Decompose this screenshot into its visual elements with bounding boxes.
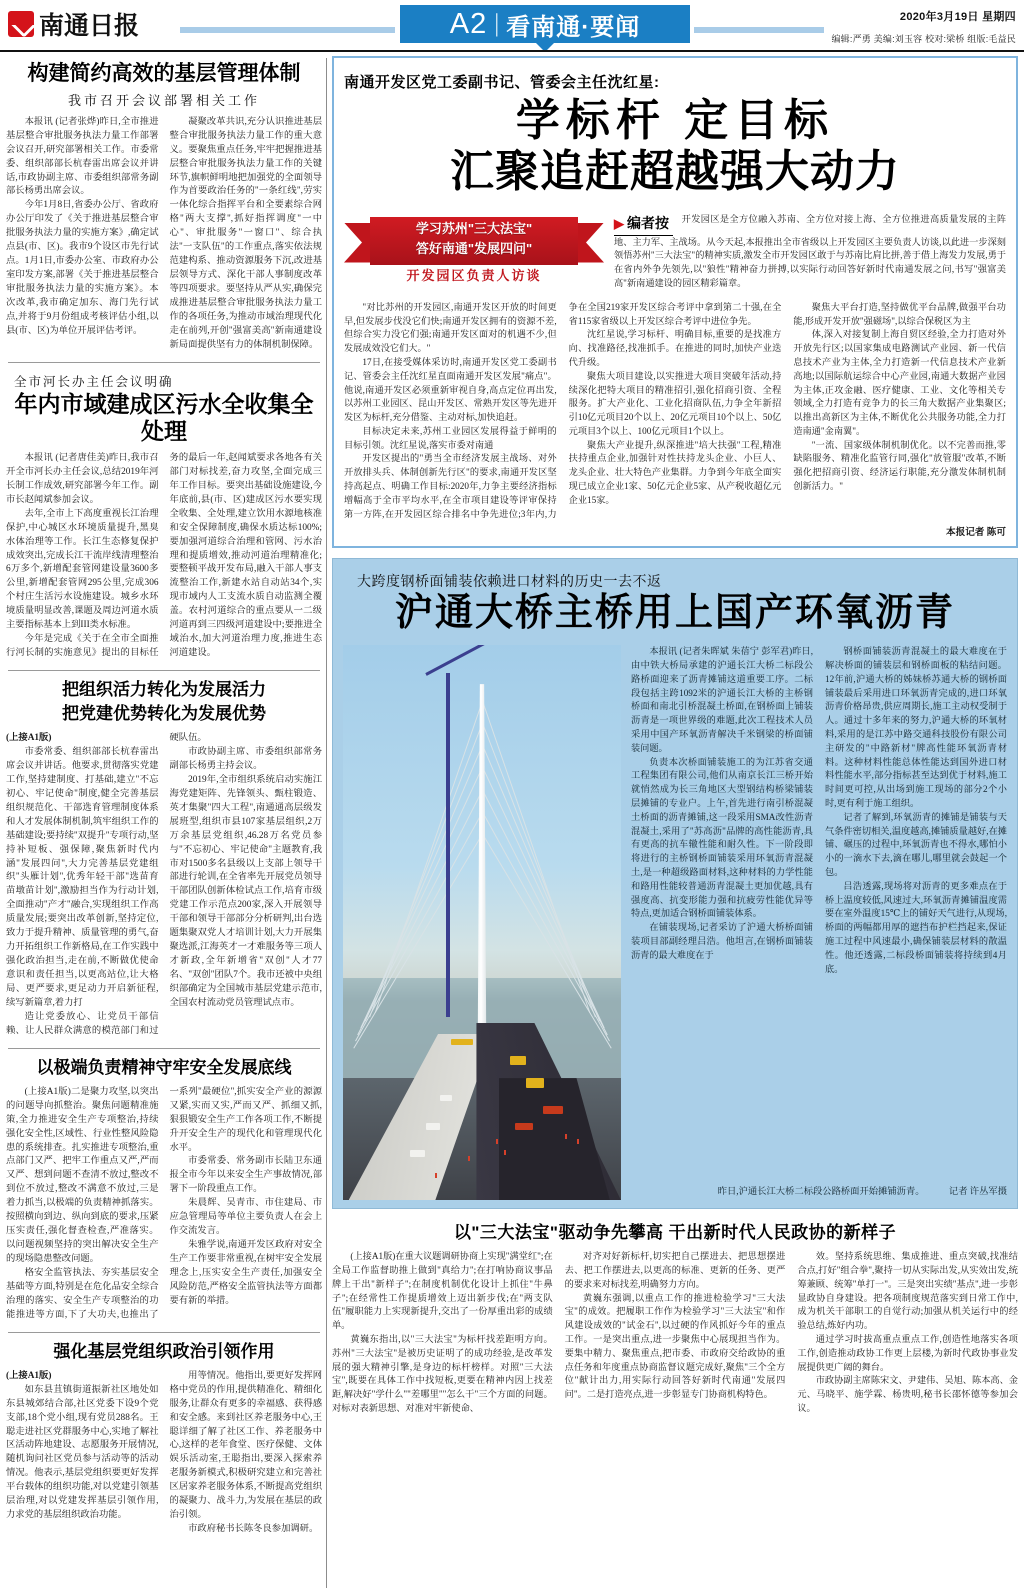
worker — [577, 1139, 579, 1144]
ribbon-text — [374, 219, 574, 259]
interview-title-line2: 汇聚追赶超越强大动力 — [450, 147, 900, 197]
paragraph: "一流、国家级体制机制优化。以不完善而推,零缺陷服务、精准化监管行同,强化"放管服"改革,不断强化把招商引资、经济运行职能,充分激发体制机制创新活力。" — [793, 439, 1006, 492]
interview-midsection — [344, 213, 1006, 291]
paragraph: 2019年,全市组织系统启动实施江海党建矩阵、先锋领头、甄柱锻造、英才集聚"四大工程",南通通高层级发展班型,组织市县107家基层组织,2万万余基层党组织,46.28万名党员参与"不忘初心、牢记使命"主题教育,我市对1500多名县级以上支部上领导干部进行轮训,在全省率先开展党员领导干部团队创新体检试点工作,培育市级党建工作示范点200家,深入开展领导干部和领导干部部分分析研判,出台选题集聚双党人才培训计划,大力开展集聚选派,江海英才一才难服务等三项人才新政,全年新增省"双创"人才77名、"双创"团队7个。我市还被中央组织部确定为全国城市基层党建示范市,全国农村流动党员管理试点市。 — [169, 774, 322, 1008]
section-divider-rule — [8, 362, 320, 363]
paragraph: 今年是完成《关于在全市全面推行河长制的实施意见》提出的目标任务的最后一年,赵闻斌要求各地各有关部门对标找差,奋力攻坚,全面完成三年工作目标。要突出基础设施建设,今年底前,县(市、区)建成区污水要实现全收集、全处理,建立饮用水源地核准和安全保障制度,确保水质达标100%;要加强河道综合治理和管网、污水治理和提质增效,推动河道治理精准化;要整顿平战开发布局,融入干部人事支流整治工作,新建水站自动站34个,实现市域内人工支流水质自动监测全覆盖。农村河道综合的重点要从一二级河道再到三四级河道建设中;要推进全域治水,加大河道治理力度,推进生态河道建设。 — [6, 452, 322, 659]
article-party-building — [6, 680, 322, 1039]
continuation-note: (上接A1版) — [6, 1370, 52, 1381]
paragraph: 黄巍东强调,以重点工作的推进检验学习"三大法宝"的成效。把履职工作作为检验学习"三大法宝"和作风建设成效的"试金石",以过硬的作风抓好今年的重点工作。一是突出重点,进一步聚焦中心展现担当作为。要集中精力、聚焦重点,把市委、市政府交给政协的重点任务和年度重点协商监督议题完成好,聚焦"三个全方位"献计出力,用实际行动回答好新时代南通"发展四问"。二是打造亮点,进一步彰显专门协商机构特色。 — [564, 1292, 786, 1400]
masthead-bottom-rule — [0, 50, 1024, 52]
masthead — [0, 0, 1024, 52]
paragraph: 钢桥面铺装沥青混凝土的最大难度在于解决桥面的铺装层和钢桥面板的粘结问题。12年前,沪通大桥的姊妹桥苏通大桥的钢桥面铺装最后采用进口环氧沥青完成的,进口环氧沥青价格昂贵,供应周期长,施工主动权受制于人。通过十多年来的努力,沪通大桥的环氧材料,采用的是江苏中路交通科技股份有限公司主研发的"中路新材"牌高性能环氧沥青材料。这种材料性能总体性能达到国外进口材料性能水平,部分指标甚至达到优于材料,施工时间更可控,从出场到施工现场的部分2个小时,更有利于施工组织。 — [825, 646, 1007, 809]
triangle-right-icon: ▶ — [614, 215, 624, 231]
paragraph: 效。坚持系统思维、集成推进、重点突破,找准结合点,打好"组合拳",聚持一切从实际出发,从实效出发,统筹兼顾、统筹"单打一"。三是突出实绩"基点",进一步彰显政协自身建设。把各项制度规范落实到日常工作中,成为机关干部职工的自觉行动;加强从机关运行中的经验总结,炼好内功。 — [797, 1251, 1018, 1331]
paragraph: 本报讯 (记者张烨)昨日,全市推进基层整合审批服务执法力量工作部署会议召开,研究部署相关工作。市委常委、组织部部长杭春雷出席会议并讲话,市政协副主席、市委组织部常务副部长杨勇出席会议。 — [6, 116, 159, 197]
paragraph: 对齐对好新标杆,切实把自己摆进去、把思想摆进去、把工作摆进去,以更高的标准、更新的任务、更严的要求来对标找差,明确努力方向。 — [564, 1251, 786, 1289]
issue-date: 2020年3月19日 星期四 — [899, 11, 1016, 23]
ribbon-subtitle: 开发园区负责人访谈 — [406, 267, 542, 283]
continuation-note: (上接A1版) — [6, 733, 52, 744]
editors-note — [614, 213, 1006, 291]
road-roller — [543, 1106, 563, 1114]
section-name: 看南通·要闻 — [506, 13, 641, 41]
paragraph: 沈红星说,学习标杆、明确目标,重要的是找准方向、找准路径,找准抓手。在推进的同时,加快产业迭代升级。 — [568, 329, 782, 367]
campaign-ribbon — [344, 213, 604, 285]
paragraph: (上接A1版)二是聚力攻坚,以突出的问题导向抓整治。聚焦问题精准施策,全力推进安全生产专项整治,持续强化安全性,区域性、行业性整风险隐患的系统排查。扎实推进专项整治,重点部门又严、把牢工作重点又严,严而又严、想到问题不查清不放过,整改不到位不放过,整改不满意不放过,三是着力抓当,以极端的负责精神抓落实。按照横向到边、纵向到底的要求,压紧压实责任,强化督查检查,严准落实。以问题视频坚持的突出解决安全生产的现场隐患整改问题。 — [6, 1086, 159, 1265]
paragraph: 如东县苴镇街道振新社区地处如东县城郊结合部,社区党委下设9个党支部,18个党小组,现有党员288名。王聪走进社区党群服务中心,实地了解社区活动阵地建设、志愿服务开展情况,随机询问社区党员参与活动等的活动情况。他表示,基层党组织要更好发挥平台载体的组织功能,对以党建引领基层治理,对以党建发挥基层引领作用,力求党的基层组织政治功能。 — [6, 1384, 159, 1521]
section-divider-rule — [8, 1048, 320, 1049]
paragraph: 造让党委放心、让党员干部信赖、让人民群众满意的模范部门和过硬队伍。 — [6, 733, 207, 1036]
paper-name: 南通日报 — [39, 11, 140, 40]
paragraph: 17日,在接受媒体采访时,南通开发区党工委副书记、管委会主任沈红星直面南通开发区发展"痛点"。他说,南通开发区必须重新审视自身,高点定位再出发,以苏州工业园区、昆山开发区、常熟开发区等先进开发区为标杆,充分借鉴、主动对标,加快追赶。 — [344, 356, 557, 423]
paragraph: 开发区提出的"勇当全市经济发展主战场、对外开放排头兵、体制创新先行区"的要求,南通开发区坚持高起点、明确工作目标:2020年,力争主要经济指标增幅高于全市平均水平,在全市项目建设等评审保持第一方阵,在开发园区综合排名中争先进位;3年内,力争在全国219家开发区综合考评中拿到第二十强,在全省115家省级以上开发区综合考评中进位争先。 — [344, 301, 782, 519]
article-body — [6, 452, 322, 661]
paragraph: 在铺装现场,记者采访了沪通大桥桥面铺装项目部副经理吕浩。他坦言,在钢桥面铺装沥青的最大难度在于 — [631, 922, 813, 960]
vehicle — [426, 1123, 440, 1130]
article-title: 以极端负责精神守牢安全发展底线 — [36, 1057, 292, 1077]
worker — [496, 1139, 498, 1144]
column-divider — [326, 58, 327, 1588]
article-title: 年内市域建成区污水全收集全处理 — [14, 390, 314, 444]
paragraph: 格安全监管执法、夯实基层安全基础等方面,特别是在危化品安全综合治理的落实、安全生产专项整治的功能推进等方面,下了大功夫,也推出了一系列"最硬位",抓实安全产业的源源又紧,实而又实,严而又严、抓细又抓,狠狠锻安全生产工作各项工作,不断提升开安全生产的现代化和管理现代化水平。 — [6, 1086, 322, 1320]
worker — [435, 1173, 437, 1178]
paragraph: 黄巍东指出,以"三大法宝"为标杆找差距明方向。苏州"三大法宝"是被历史证明了的成功经验,是改革发展的强大精神引擎,是身边的标杆榜样。对照"三大法宝",既要在具体工作中找短板,更要在精神内因上找差距,解决好"学什么""差哪里""怎么干"三个方面的问题。对标对表新思想、对准对牢新使命、 — [332, 1334, 553, 1414]
section-badge — [400, 5, 690, 43]
feature-interview — [332, 56, 1018, 548]
caption-text: 昨日,沪通长江大桥二标段公路桥面开始摊铺沥青。 — [717, 1187, 925, 1198]
section-divider-rule — [8, 670, 320, 671]
paragraph: 目标决定未来,苏州工业园区发展得益于鲜明的目标引领。沈红星说,落实市委对南通 — [344, 425, 557, 450]
paragraph: 聚焦大平台打造,坚持做优平台品牌,做强平台功能,形成开发开放"强磁场",以综合保税区为主 — [793, 301, 1006, 326]
article-title-line1: 把组织活力转化为发展活力 — [62, 680, 266, 700]
paragraph: 朱晨辉、吴青市、市住建局、市应急管理局等单位主要负责人在会上作交流发言。 — [169, 1198, 322, 1237]
interview-title-line1: 学标杆 定目标 — [515, 96, 835, 145]
bridge-shoulder: 大跨度钢桥面铺装依赖进口材料的历史一去不返 — [357, 573, 662, 590]
ribbon-line1: 学习苏州"三大法宝" — [415, 220, 533, 236]
ribbon-line2: 答好南通"发展四问" — [415, 240, 533, 256]
paragraph: 本报讯 (记者朱晖斌 朱蓓宁 彭军君)昨日,由中铁大桥局承建的沪通长江大桥二标段公路桥面迎来了沥青摊铺这道重要工序。二标段包括主跨1092米的沪通长江大桥的主桥钢桥面和南北引桥混凝土桥面,在钢桥面上铺装沥青是一项世界级的难题,此次工程技术人员采用中国产环氧沥青解决千米钢梁的桥面铺装问题。 — [631, 646, 813, 753]
staff-credits: 编辑:严勇 美编:刘玉容 校对:梁桥 组版:毛益民 — [831, 34, 1016, 44]
paragraph: 凝聚改革共识,充分认识推进基层整合审批服务执法力量工作的重大意义。要聚焦重点任务,牢牢把握推进基层整合审批服务执法力量工作的关键环节,旗帜鲜明地把加强党的全面领导作为首要政治任务的"一条红线",劳实一体化综合指挥平台和全要素综合网格"两大支撑",抓好指挥调度"一中心"、审批服务"一窗口"、综合执法"一支队伍"的工作重点,落实依法规范建构系、推动资源服务下沉,改进基层领导方式、深化干部人事制度改革等四项要求。要坚持从严从实,确保完成推进基层整合审批服务执法力量工作的各项任务,为推动市域治理现代化走在前列,开创"强富美高"新南通建设新局面提供坚有力的体制机制保障。 — [169, 116, 322, 350]
article-subtitle: 我市召开会议部署相关工作 — [67, 92, 260, 108]
article-shoulder: 全市河长办主任会议明确 — [14, 374, 174, 389]
editors-note-tag — [614, 213, 673, 236]
paper-logo-icon — [8, 11, 34, 37]
bridge-midsection — [343, 645, 1007, 1200]
worker — [468, 1156, 470, 1161]
paper-logo — [8, 6, 139, 42]
paragraph: 市委常委、组织部部长杭春雷出席会议并讲话。他要求,贯彻落实党建工作,坚持建制度、打基础,建立"不忘初心、牢记使命"制度,健全完善基层组织规范化、干部选育管理制度体系和人才发展体制机制,筑牢组织工作的基础建设;要持续"双提升"专项行动,坚持补短板、强保障,聚焦新时代内涵"发展四问",大力完善基层党建组织"头雁计划",优秀年轻干部"选苗育苗墩苗计划",激励担当作为行动计划,全面推动"产才"融合,实现组织工作高质量发展;要突出改革创新,坚持定位,致力于提升精神、质量管理的勇气,奋力开拓组织工作新格局,在工作实践中强化政治担当,走在前,不断做优使命意识和责任担当,以更高站位,让大格局、更严要求,更足动力开启新征程,续写新篇章,着力打 — [6, 747, 159, 1008]
construction-crane — [446, 673, 450, 1017]
interview-byline: 本报记者 陈可 — [946, 527, 1006, 539]
article-body — [6, 1370, 322, 1537]
paragraph: 聚焦大项目建设,以实推进大项目突破年活动,持续深化把特大项目的精准招引,强化招商引资、全程服务。扩大产业化、工业化招商队伍,力争全年新招引10亿元项目20个以上、20亿元项目10个以上、50亿元项目3个以上、100亿元项目1个以上。 — [568, 370, 782, 436]
article-body — [6, 116, 322, 353]
paragraph: 今年1月8日,省委办公厅、省政府办公厅印发了《关于推进基层整合审批服务执法力量的实施方案》,确定试点县(市、区)。我市9个设区市先行试点。1月1日,市委办公室、市政府办公室印发方案,部署《关于推进基层整合审批服务执法力量的实施方案》。本次改革,我市确定加东、海门先行试点,并将于9月份组成考核评估小组,以县(市、区)为单位开展评估考评。 — [6, 200, 159, 336]
section-divider: | — [494, 10, 500, 37]
worker — [565, 1134, 567, 1139]
paragraph: 记者了解到,环氧沥青的摊铺是铺装与天气条件密切相关,温度越高,摊铺质量越好,在摊铺、碾压的过程中,环氧沥青也不得水,哪怕小小的一滴水下去,滴在哪儿,哪里就会鼓起一个包。 — [825, 811, 1007, 878]
bridge-photo — [343, 645, 621, 1200]
paragraph: 用等情况。他指出,要更好发挥网格中党员的作用,提供精准化、精细化服务,让群众有更多的幸福感、获得感和安全感。来到社区养老服务中心,王聪详细了解了社区工作、养老服务中心,这样的老年食堂、医疗保健、文体娱乐活动室,王聪指出,要深入探索养老服务新模式,积极研究建立和完善社区居家养老服务体系,不断提高党组织的凝聚力、战斗力,为发展在基层的政治引领。 — [169, 1370, 322, 1521]
section-code: A2 — [449, 7, 488, 40]
mobile-crane — [451, 1039, 473, 1045]
vehicle — [410, 1150, 425, 1157]
article-title: 强化基层党组织政治引领作用 — [53, 1341, 275, 1361]
page-grid — [0, 56, 1024, 1590]
paragraph: "对比苏州的开发园区,南通开发区开放的时间更早,但发展步伐没它们快;南通开发区拥有的资源不差,但综合实力没它们强;南通开发区面对的机遇不少,但发展成效没它们大。" — [344, 301, 557, 354]
paragraph: 朱雅学说,南通开发区政府对安全生产工作要非常重视,在树牢安全发展理念上,压实安全生产责任,加强安全风险防范,严格安全监管执法等方面都要有新的举措。 — [169, 1240, 322, 1306]
article-cppcc — [332, 1218, 1018, 1416]
paving-machine — [510, 1056, 526, 1065]
paragraph: 本报讯 (记者唐佳美)昨日,我市召开全市河长办主任会议,总结2019年河长制工作成效,研究部署今年工作。副市长赵闻斌参加会议。 — [6, 452, 159, 505]
right-column — [332, 56, 1018, 1590]
article-grassroots-management — [6, 62, 322, 353]
interview-body — [344, 301, 1006, 522]
editors-note-text: 开发园区是全方位融入苏南、全方位对接上海、全方位推进高质量发展的主阵地、主力军、主战场。从今天起,本报推出全市省级以上开发园区主要负责人访谈,以此进一步深刻领悟苏州"三大法宝"的精神实质,激发全市开发园区敢于与苏南比肩比拼,善于借上海发力发展,勇于在省内外争先领先,以"狼性"精神奋力拼搏,以实际行动回答好新时代南通发展之问,书写"强富美高"新南通建设的园区精彩篇章。 — [614, 213, 1007, 288]
editors-note-label: 编者按 — [627, 214, 669, 231]
article-title: 构建简约高效的基层管理体制 — [27, 62, 301, 85]
article-title-line2: 把党建优势转化为发展优势 — [62, 704, 266, 724]
paragraph: 吕浩透露,现场将对沥青的更多难点在于桥上温度较低,风速过大,环氧沥青摊铺温度需要在室外温度15℃上的铺好天气进行,从现场,桥面的两幅都用厚的遮挡布护栏挡起来,保证施工过程中风速最小,确保铺装层材料的散温性。他还透露,二标段桥面铺装将持续到4月底。 — [825, 880, 1007, 974]
vehicle — [440, 1095, 452, 1101]
article-body — [332, 1250, 1018, 1416]
paragraph: 体,深入对接复制上海自贸区经验,全力打造对外开放先行区;以国家集成电路测试产业园、新一代信息技术产业为主体,全力打造新一代信息技术产业新高地;以国际航运综合中心产业园,南通大数据产业园为主体,正攻金融、医疗健康、工业、文化等相关专领域,全力打造有竞争力的长三角大数据产业集聚区;以推出高新区为主体,不断优化公共服务功能,全力打造南通"金南翼"。 — [793, 329, 1006, 436]
article-safety-bottomline — [6, 1058, 322, 1323]
paragraph: 去年,全市上下高度重视长江治理保护,中心城区水环境质量提升,黑臭水体治理等工作。长江生态修复保护成效突出,完成长江干流岸线清理整治6万多个,新增配套管网建设量3600多公里,新增配套管网295公里,完成306个村庄生活污水设施建设。城乡水环境质量明显改善,课题及周边河道水质主要指标基本上到III类水标准。 — [6, 508, 159, 631]
masthead-rule-left — [180, 27, 395, 33]
paragraph: 聚焦大产业提升,纵深推进"培大扶强"工程,精准扶持重点企业,加强针对性扶持龙头企业、小巨人、龙头企业、壮大特色产业集群。力争到今年底全面实现已成立企业1家、50亿元企业5家、从产税收超亿元企业15家。 — [568, 439, 782, 505]
article-body — [6, 1086, 322, 1323]
article-river-chief — [6, 372, 322, 661]
paragraph: 市政协副主席陈宋文、尹建伟、吴旭、陈本高、金元、马晓平、施学霖、杨贵明,秘书长邵怀德等参加会议。 — [797, 1375, 1018, 1414]
road-roller — [515, 1123, 533, 1130]
photo-credit: 记者 许丛军摄 — [948, 1187, 1007, 1198]
paragraph: 市委常委、常务副市长陆卫东通报全市今年以来安全生产事故情况,部署下一阶段重点工作。 — [169, 1156, 322, 1195]
left-column — [6, 56, 322, 1590]
paragraph: 通过学习时拔高重点重点工作,创造性地落实各项工作,创造推动政协工作更上层楼,为新时代政协事业发展提供更广阔的舞台。 — [797, 1334, 1018, 1372]
section-divider-rule — [8, 1332, 320, 1333]
article-title: 以"三大法宝"驱动争先攀高 干出新时代人民政协的新样子 — [453, 1223, 897, 1243]
bridge-body — [631, 645, 1007, 1180]
photo-caption — [631, 1186, 1007, 1200]
article-political-leadership — [6, 1342, 322, 1537]
paragraph: (上接A1版)在重大议题调研协商上实现"满堂红";在全局工作监督助推上做到"真给力";在打响协商议事品牌上干出"新样子";在制度机制优化设计上抓住"牛鼻子";在经常性工作提质增效上迈出新步伐;在"两支队伍"履职能力上实现新提升,交出了一份厚重出彩的成绩单。 — [332, 1251, 553, 1331]
article-body — [6, 732, 322, 1039]
worker — [504, 1150, 506, 1155]
paragraph: 负责本次桥面铺装施工的为江苏省交通工程集团有限公司,他们从南京长江三桥开始就悄然成为长三角地区大型钢结构桥梁铺装层摊铺的专业户。上午,首先进行南引桥混凝土桥面的沥青摊铺,这一段采用SMA改性沥青混凝土,采用了"苏高沥"品牌的高性能沥青,具有更高的抗车辙性能和耐久性。下一阶段即将进行的主桥钢桥面铺装采用环氧沥青混凝土,是一种超级路面材料,这种材料的力学性能和路用性能较普通沥青混凝土更加优越,具有强度高、抗变形能力强和抗疲劳性能优异等特点,更加适合钢桥面铺装体系。 — [631, 756, 813, 919]
bridge-title: 沪通大桥主桥用上国产环氧沥青 — [394, 592, 955, 635]
paragraph: 市政府秘书长陈冬良参加调研。 — [188, 1524, 319, 1535]
paving-machine — [526, 1078, 544, 1088]
interview-kicker: 南通开发区党工委副书记、管委会主任沈红星: — [344, 74, 660, 91]
masthead-rule-right — [694, 27, 824, 33]
paragraph: 市政协副主席、市委组织部常务副部长杨勇主持会议。 — [169, 747, 322, 771]
feature-bridge — [332, 558, 1018, 1209]
